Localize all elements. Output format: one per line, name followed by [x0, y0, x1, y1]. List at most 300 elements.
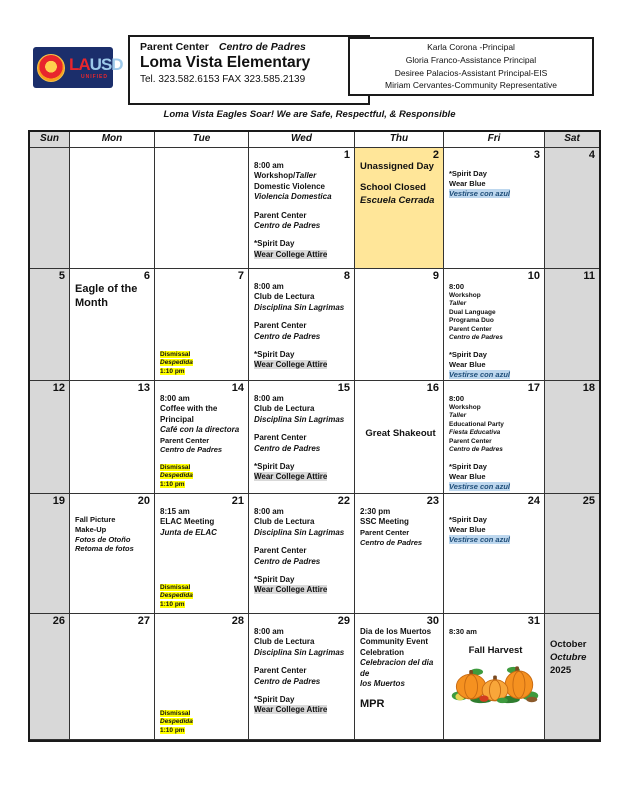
event-line: [254, 575, 352, 585]
event-text: Centro de Padres: [160, 445, 223, 455]
event-text: Escuela Cerrada: [360, 194, 435, 206]
event-text: Make-Up: [75, 524, 107, 534]
event-line: [449, 515, 542, 525]
day-number: 21: [231, 495, 244, 507]
day-number: 18: [582, 382, 595, 394]
event-text: Club de Lectura: [254, 517, 315, 527]
event-text: Taller: [449, 300, 467, 308]
day-number: 27: [137, 615, 150, 627]
event-line: [449, 412, 542, 420]
event-text: School Closed: [360, 181, 426, 193]
event-line: [254, 171, 352, 181]
event-text: 8:00 am: [254, 507, 284, 516]
event-line: [449, 627, 542, 637]
school-name: Loma Vista Elementary: [140, 54, 311, 71]
event-text: Domestic Violence: [254, 181, 325, 191]
highlighted-event-text: Wear College Attire: [254, 472, 328, 482]
logo-usd-text: USD: [89, 54, 123, 74]
school-phone: Tel. 323.582.6153 FAX 323.585.2139: [140, 74, 306, 85]
event-text: Workshop: [449, 291, 481, 299]
event-text: Taller: [449, 412, 467, 420]
blank-line: [360, 689, 441, 697]
blank-line: [254, 538, 352, 546]
october-calendar-grid: [28, 130, 601, 742]
event-line: [254, 282, 352, 292]
day-cell-24: [444, 494, 545, 614]
staff-line-principal: Karla Corona -Principal: [427, 42, 515, 52]
event-text: Disciplina Sin Lagrimas: [254, 527, 345, 537]
day-cell-1: [249, 148, 355, 269]
event-text: Celebration: [360, 647, 405, 657]
cell-content: [73, 507, 152, 554]
day-number: 23: [426, 495, 439, 507]
event-text: *Spirit Day: [254, 461, 295, 471]
event-line: [360, 182, 441, 195]
event-line: [449, 350, 542, 360]
day-cell-7: [155, 269, 249, 381]
day-cell-empty: [70, 148, 155, 269]
event-text: Eagle of the: [75, 283, 138, 295]
highlighted-event-text: Vestirse con azul: [449, 534, 510, 544]
highlighted-event-text: Dismissal: [160, 583, 191, 591]
cell-content: [158, 507, 246, 538]
highlighted-event-text: Dismissal: [160, 463, 191, 471]
highlighted-event-text: Dismissal: [160, 709, 191, 717]
event-text: Parent Center: [254, 433, 307, 443]
event-text: Parent Center: [360, 527, 410, 537]
day-number: 10: [527, 270, 540, 282]
day-number: 15: [337, 382, 350, 394]
staff-line-assistance-principal: Gloria Franco-Assistance Principal: [405, 54, 537, 65]
event-text: Centro de Padres: [254, 676, 321, 686]
event-line: [449, 438, 542, 446]
event-text: 8:15 am: [160, 507, 190, 516]
event-text: Parent Center: [449, 437, 492, 445]
event-line: [254, 557, 352, 567]
event-line: [254, 462, 352, 472]
blank-line: [254, 313, 352, 321]
event-text: 8:00: [449, 282, 465, 291]
event-line: [449, 360, 542, 370]
cell-content: [447, 627, 542, 658]
day-number: 6: [143, 270, 150, 282]
day-cell-4: [545, 148, 599, 269]
event-text: MPR: [360, 698, 385, 711]
event-line: [75, 525, 152, 535]
highlighted-event-text: Wear College Attire: [254, 585, 328, 595]
event-line: [254, 444, 352, 454]
highlighted-event-text: Vestirse con azul: [449, 188, 510, 198]
event-line: [160, 394, 246, 404]
event-line: [449, 334, 542, 342]
day-cell-31: [444, 614, 545, 740]
event-text: 8:30 am: [449, 627, 477, 636]
blank-line: [449, 454, 542, 462]
event-text: Unassigned Day: [360, 161, 434, 172]
event-line: [75, 282, 152, 296]
blank-line: [254, 687, 352, 695]
event-text: *Spirit Day: [449, 350, 487, 360]
day-cell-10: [444, 269, 545, 381]
event-line: [254, 292, 352, 302]
day-number: 31: [527, 615, 540, 627]
highlighted-event-text: Wear College Attire: [254, 705, 328, 715]
event-line: [360, 637, 441, 647]
highlighted-event-text: 1:10 pm: [160, 726, 185, 734]
event-line: [360, 517, 441, 527]
event-line: [254, 360, 352, 370]
event-line: [75, 515, 152, 525]
event-line: [254, 472, 352, 482]
cell-content: [158, 394, 246, 455]
day-cell-6: [70, 269, 155, 381]
logo-unified-text: UNIFIED: [81, 73, 108, 80]
event-line: [254, 211, 352, 221]
event-text: Parent Center: [254, 666, 307, 676]
cell-content: [252, 282, 352, 371]
event-text: Dual Language: [449, 308, 496, 316]
lausd-logo-text: [69, 56, 123, 80]
event-line: [160, 727, 246, 735]
event-line: [160, 415, 246, 425]
lausd-seal-icon: [37, 54, 65, 82]
event-text: Disciplina Sin Lagrimas: [254, 414, 345, 424]
event-line: [449, 472, 542, 482]
blank-line: [254, 425, 352, 433]
event-text: *Spirit Day: [449, 515, 487, 524]
staff-box: [348, 37, 594, 96]
event-line: [254, 404, 352, 414]
event-line: [160, 359, 246, 367]
highlighted-event-text: 1:10 pm: [160, 600, 185, 608]
event-text: Fiesta Educativa: [449, 429, 501, 437]
event-text: Parent Center: [160, 435, 210, 445]
day-cell-15: [249, 381, 355, 494]
event-text: Club de Lectura: [254, 637, 315, 647]
event-line: [160, 351, 246, 359]
event-line: [160, 517, 246, 527]
event-text: 8:00 am: [254, 627, 284, 636]
day-cell-11: [545, 269, 599, 381]
event-line: [449, 189, 542, 199]
event-text: 8:00: [449, 394, 465, 403]
day-cell-27: [70, 614, 155, 740]
highlighted-event-text: Vestirse con azul: [449, 369, 510, 379]
event-line: [160, 436, 246, 446]
day-cell-8: [249, 269, 355, 381]
event-line: [254, 332, 352, 342]
cell-content: [358, 507, 441, 547]
highlighted-event-text: Despedida: [160, 718, 193, 726]
event-line: [254, 303, 352, 313]
day-cell-17: [444, 381, 545, 494]
event-text: Fall Harvest: [468, 644, 523, 656]
day-number: 20: [137, 495, 150, 507]
event-line: [254, 182, 352, 192]
event-text: *Spirit Day: [254, 239, 295, 249]
day-header-tue: Tue: [155, 132, 249, 148]
day-header-wed: Wed: [249, 132, 355, 148]
day-number: 16: [426, 382, 439, 394]
day-cell-16: [355, 381, 444, 494]
dismissal-block: [158, 464, 246, 490]
day-cell-14: [155, 381, 249, 494]
blank-line: [254, 231, 352, 239]
event-text: 8:00 am: [254, 161, 284, 170]
event-line: [254, 666, 352, 676]
event-line: [254, 350, 352, 360]
event-line: [254, 546, 352, 556]
blank-line: [254, 342, 352, 350]
event-text: Programa Duo: [449, 317, 494, 325]
event-text: Centro de Padres: [254, 220, 321, 230]
day-cell-29: [249, 614, 355, 740]
day-number: 29: [337, 615, 350, 627]
event-text: 8:00 am: [254, 282, 284, 291]
event-line: [360, 195, 441, 208]
highlighted-event-text: Wear College Attire: [254, 360, 328, 370]
event-line: [160, 710, 246, 718]
event-text: SSC Meeting: [360, 517, 409, 527]
event-text: Centro de Padres: [254, 443, 321, 453]
cell-content: [252, 161, 352, 260]
day-cell-5: [30, 269, 70, 381]
day-header-thu: Thu: [355, 132, 444, 148]
event-line: [254, 321, 352, 331]
day-number: 12: [52, 382, 65, 394]
event-line: [550, 639, 597, 652]
event-line: [449, 300, 542, 308]
highlighted-event-text: 1:10 pm: [160, 480, 185, 488]
event-line: [550, 665, 597, 678]
event-line: [254, 250, 352, 260]
blank-line: [254, 567, 352, 575]
event-line: [160, 445, 246, 455]
cell-content: [447, 394, 542, 492]
day-header-sun: Sun: [30, 132, 70, 148]
event-line: [254, 705, 352, 715]
event-line: [449, 282, 542, 292]
event-line: [160, 601, 246, 609]
event-line: [360, 428, 441, 441]
event-line: [160, 592, 246, 600]
day-number: 30: [426, 615, 439, 627]
event-text: Disciplina Sin Lagrimas: [254, 647, 345, 657]
event-text: Parent Center: [449, 325, 492, 333]
event-line: [449, 169, 542, 179]
event-text: 8:00 am: [160, 394, 190, 403]
event-text: Parent Center: [254, 321, 307, 331]
event-line: [449, 326, 542, 334]
day-cell-19: [30, 494, 70, 614]
cell-content: [447, 282, 542, 380]
event-text: Club de Lectura: [254, 404, 315, 414]
event-line: [449, 421, 542, 429]
dismissal-block: [158, 710, 246, 736]
event-text: Community Event: [360, 637, 429, 647]
event-text: *Spirit Day: [254, 574, 295, 584]
highlighted-event-text: 1:10 pm: [160, 367, 185, 375]
event-line: [160, 507, 246, 517]
cell-content: [447, 161, 542, 198]
highlighted-event-text: Despedida: [160, 359, 193, 367]
event-text: Octubre: [550, 651, 587, 663]
event-line: [449, 462, 542, 472]
event-text: 8:00 am: [254, 394, 284, 403]
event-line: [360, 538, 441, 548]
blank-line: [449, 342, 542, 350]
highlighted-event-text: Despedida: [160, 592, 193, 600]
event-text: Celebracion del dia de: [360, 658, 434, 678]
day-cell-2: [355, 148, 444, 269]
event-line: [360, 658, 441, 679]
event-text: Junta de ELAC: [160, 527, 217, 537]
day-number: 3: [533, 149, 540, 161]
event-text: 2025: [550, 664, 572, 676]
day-number: 1: [343, 149, 350, 161]
event-text: *Spirit Day: [449, 462, 487, 472]
highlighted-event-text: Despedida: [160, 472, 193, 480]
cell-content: [252, 627, 352, 716]
event-text: Educational Party: [449, 420, 504, 428]
day-number: 4: [588, 149, 595, 161]
event-text: ELAC Meeting: [160, 517, 215, 527]
event-text: *Spirit Day: [449, 169, 487, 178]
event-text: los Muertos: [360, 678, 405, 688]
event-line: [254, 677, 352, 687]
highlighted-event-text: Wear College Attire: [254, 249, 328, 259]
blank-line: [254, 658, 352, 666]
cell-content: [447, 507, 542, 544]
event-line: [254, 695, 352, 705]
event-text: Centro de Padres: [449, 445, 503, 453]
day-number: 2: [432, 149, 439, 161]
blank-line: [75, 507, 152, 515]
event-line: [254, 161, 352, 171]
event-line: [360, 507, 441, 517]
highlighted-event-text: Vestirse con azul: [449, 481, 510, 491]
event-line: [254, 517, 352, 527]
cell-content: [548, 615, 597, 677]
event-text: Fall Picture: [75, 515, 116, 524]
event-line: [160, 528, 246, 538]
event-text: 2:30 pm: [360, 507, 391, 516]
event-line: [449, 179, 542, 189]
school-motto: Loma Vista Eagles Soar! We are Safe, Respectful, & Responsible: [163, 109, 456, 120]
blank-line: [254, 454, 352, 462]
day-number: 26: [52, 615, 65, 627]
day-number: 9: [432, 270, 439, 282]
event-text: Café con la directora: [160, 425, 240, 435]
day-cell-3: [444, 148, 545, 269]
highlighted-event-text: Dismissal: [160, 350, 191, 358]
event-line: [449, 317, 542, 325]
event-line: [360, 528, 441, 538]
school-info-box: [128, 35, 370, 105]
event-text: *Spirit Day: [254, 694, 295, 704]
cell-content: [252, 394, 352, 483]
event-line: [360, 161, 441, 174]
event-line: [360, 648, 441, 658]
event-line: [160, 425, 246, 435]
event-line: [449, 535, 542, 545]
blank-line: [449, 637, 542, 645]
event-text: Fotos de Otoño: [75, 534, 131, 544]
event-line: [160, 584, 246, 592]
event-text: Centro de Padres: [254, 331, 321, 341]
event-line: [449, 309, 542, 317]
day-cell-empty: [30, 148, 70, 269]
event-text: Centro de Padres: [449, 333, 503, 341]
event-line: [254, 221, 352, 231]
day-header-sat: Sat: [545, 132, 599, 148]
cell-content: [358, 428, 441, 441]
event-text: Disciplina Sin Lagrimas: [254, 302, 345, 312]
event-text: *Spirit Day: [254, 349, 295, 359]
dismissal-block: [158, 584, 246, 610]
day-header-mon: Mon: [70, 132, 155, 148]
day-number: 28: [231, 615, 244, 627]
event-line: [160, 481, 246, 489]
pumpkins-image: [448, 659, 542, 705]
lausd-logo: [33, 47, 123, 88]
day-cell-empty: [545, 614, 599, 740]
day-number: 17: [527, 382, 540, 394]
event-line: [360, 679, 441, 689]
event-line: [550, 652, 597, 665]
day-number: 25: [582, 495, 595, 507]
parent-center-line: [140, 41, 358, 53]
blank-line: [449, 161, 542, 169]
event-text: Retoma de fotos: [75, 544, 134, 554]
event-line: [449, 525, 542, 535]
parent-center-label: Parent Center: [140, 41, 209, 53]
event-text: Wear Blue: [449, 178, 486, 188]
day-cell-9: [355, 269, 444, 381]
event-line: [449, 370, 542, 380]
event-line: [160, 464, 246, 472]
blank-line: [360, 174, 441, 182]
event-text: Wear Blue: [449, 360, 486, 370]
day-cell-25: [545, 494, 599, 614]
day-number: 5: [58, 270, 65, 282]
logo-la-text: LA: [69, 54, 90, 74]
event-text: Wear Blue: [449, 524, 486, 534]
event-line: [449, 645, 542, 658]
dismissal-block: [158, 351, 246, 377]
event-text: Workshop/: [254, 171, 296, 181]
day-header-fri: Fri: [444, 132, 545, 148]
event-text: Centro de Padres: [254, 556, 321, 566]
event-line: [449, 394, 542, 404]
event-line: [254, 507, 352, 517]
day-number: 7: [237, 270, 244, 282]
day-cell-26: [30, 614, 70, 740]
event-line: [449, 404, 542, 412]
day-number: 24: [527, 495, 540, 507]
event-line: [254, 627, 352, 637]
event-line: [254, 394, 352, 404]
event-line: [360, 627, 441, 637]
event-text: Violencia Domestica: [254, 192, 332, 202]
day-cell-13: [70, 381, 155, 494]
staff-line-community-representative: Miriam Cervantes-Community Representative: [385, 80, 557, 91]
day-cell-20: [70, 494, 155, 614]
blank-line: [254, 203, 352, 211]
event-line: [254, 528, 352, 538]
event-line: [75, 544, 152, 554]
blank-line: [550, 615, 597, 623]
